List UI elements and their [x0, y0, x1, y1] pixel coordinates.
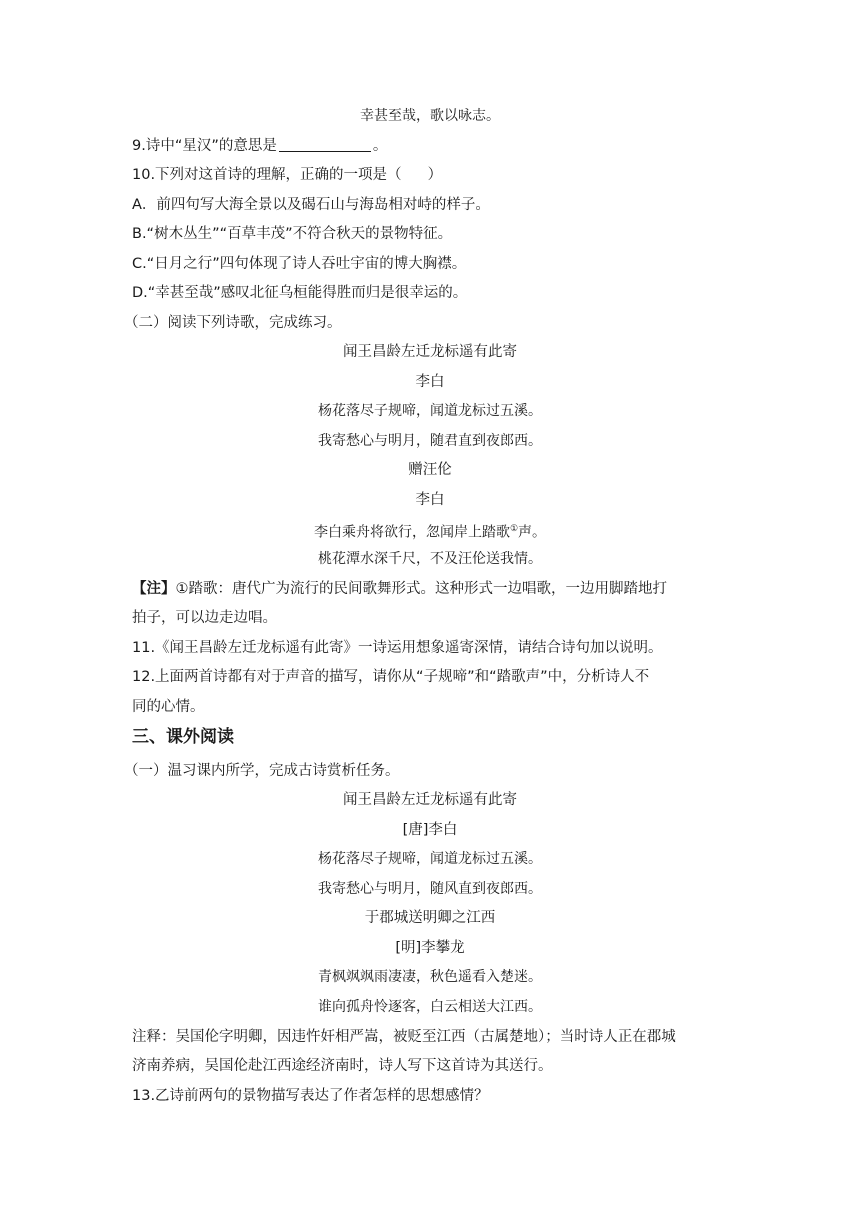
- poem-author: 李白: [415, 492, 445, 508]
- poem-line: 桃花潭水深千尺，不及汪伦送我情。: [318, 551, 542, 567]
- footnote-mark: ①: [509, 524, 519, 534]
- poem-line: 青枫飒飒雨凄凄，秋色遥看入楚迷。: [318, 969, 542, 985]
- poem-title: 闻王昌龄左迁龙标遥有此寄: [343, 344, 517, 360]
- annotation: 注释：吴国伦字明卿，因违忤奸相严嵩，被贬至江西（古属楚地）；当时诗人正在郡城: [132, 1029, 676, 1045]
- question-12-continued: 同的心情。: [132, 699, 205, 715]
- section-2-intro: （二）阅读下列诗歌，完成练习。: [124, 315, 342, 331]
- option-c: C.“日月之行”四句体现了诗人吞吐宇宙的博大胸襟。: [132, 256, 467, 272]
- poem-line: 杨花落尽子规啼，闻道龙标过五溪。: [318, 851, 542, 867]
- question-9-text: 9.诗中“星汉”的意思是: [132, 138, 277, 154]
- poem-title: 闻王昌龄左迁龙标遥有此寄: [343, 792, 517, 808]
- answer-blank[interactable]: [279, 137, 371, 152]
- annotation-continued: 济南养病，吴国伦赴江西途经济南时，诗人写下这首诗为其送行。: [132, 1058, 553, 1074]
- question-12: 12.上面两首诗都有对于声音的描写，请你从“子规啼”和“踏歌声”中，分析诗人不: [132, 669, 650, 685]
- poem-author: [唐]李白: [402, 822, 458, 838]
- poem-author: [明]李攀龙: [395, 940, 465, 956]
- question-13: 13.乙诗前两句的景物描写表达了作者怎样的思想感情？: [132, 1088, 489, 1104]
- section-3-intro: （一）温习课内所学，完成古诗赏析任务。: [124, 763, 400, 779]
- poem-line-text: 李白乘舟将欲行，忽闻岸上踏歌: [313, 524, 510, 541]
- footnote-label: 【注】: [132, 581, 176, 597]
- question-10-text: 10.下列对这首诗的理解，正确的一项是（: [132, 167, 402, 183]
- question-9-end: 。: [372, 138, 388, 154]
- poem-line: 杨花落尽子规啼，闻道龙标过五溪。: [318, 403, 542, 419]
- question-11: 11.《闻王昌龄左迁龙标遥有此寄》一诗运用想象遥寄深情，请结合诗句加以说明。: [132, 640, 663, 656]
- poem-line: 我寄愁心与明月，随风直到夜郎西。: [318, 881, 542, 897]
- footnote-text: ①踏歌：唐代广为流行的民间歌舞形式。这种形式一边唱歌，一边用脚踏地打: [175, 581, 667, 597]
- option-a: A．前四句写大海全景以及碣石山与海岛相对峙的样子。: [132, 197, 490, 213]
- poem-line: 幸甚至哉，歌以咏志。: [360, 108, 500, 124]
- footnote-continued: 拍子，可以边走边唱。: [132, 610, 277, 626]
- option-b: B.“树木丛生”“百草丰茂”不符合秋天的景物特征。: [132, 226, 453, 242]
- poem-author: 李白: [415, 374, 445, 390]
- poem-line-end: 声。: [518, 524, 547, 541]
- question-10-close: ）: [427, 167, 443, 183]
- poem-line: 谁向孤舟怜逐客，白云相送大江西。: [318, 999, 542, 1015]
- option-d: D.“幸甚至哉”感叹北征乌桓能得胜而归是很幸运的。: [132, 285, 468, 301]
- poem-line: [0, 519, 860, 543]
- poem-title: 赠汪伦: [408, 462, 452, 478]
- question-9: [132, 136, 387, 156]
- poem-line: 我寄愁心与明月，随君直到夜郎西。: [318, 433, 542, 449]
- poem-title: 于郡城送明卿之江西: [364, 910, 496, 926]
- footnote: [132, 579, 667, 599]
- question-10: [132, 165, 442, 185]
- section-heading: 三、课外阅读: [132, 727, 234, 747]
